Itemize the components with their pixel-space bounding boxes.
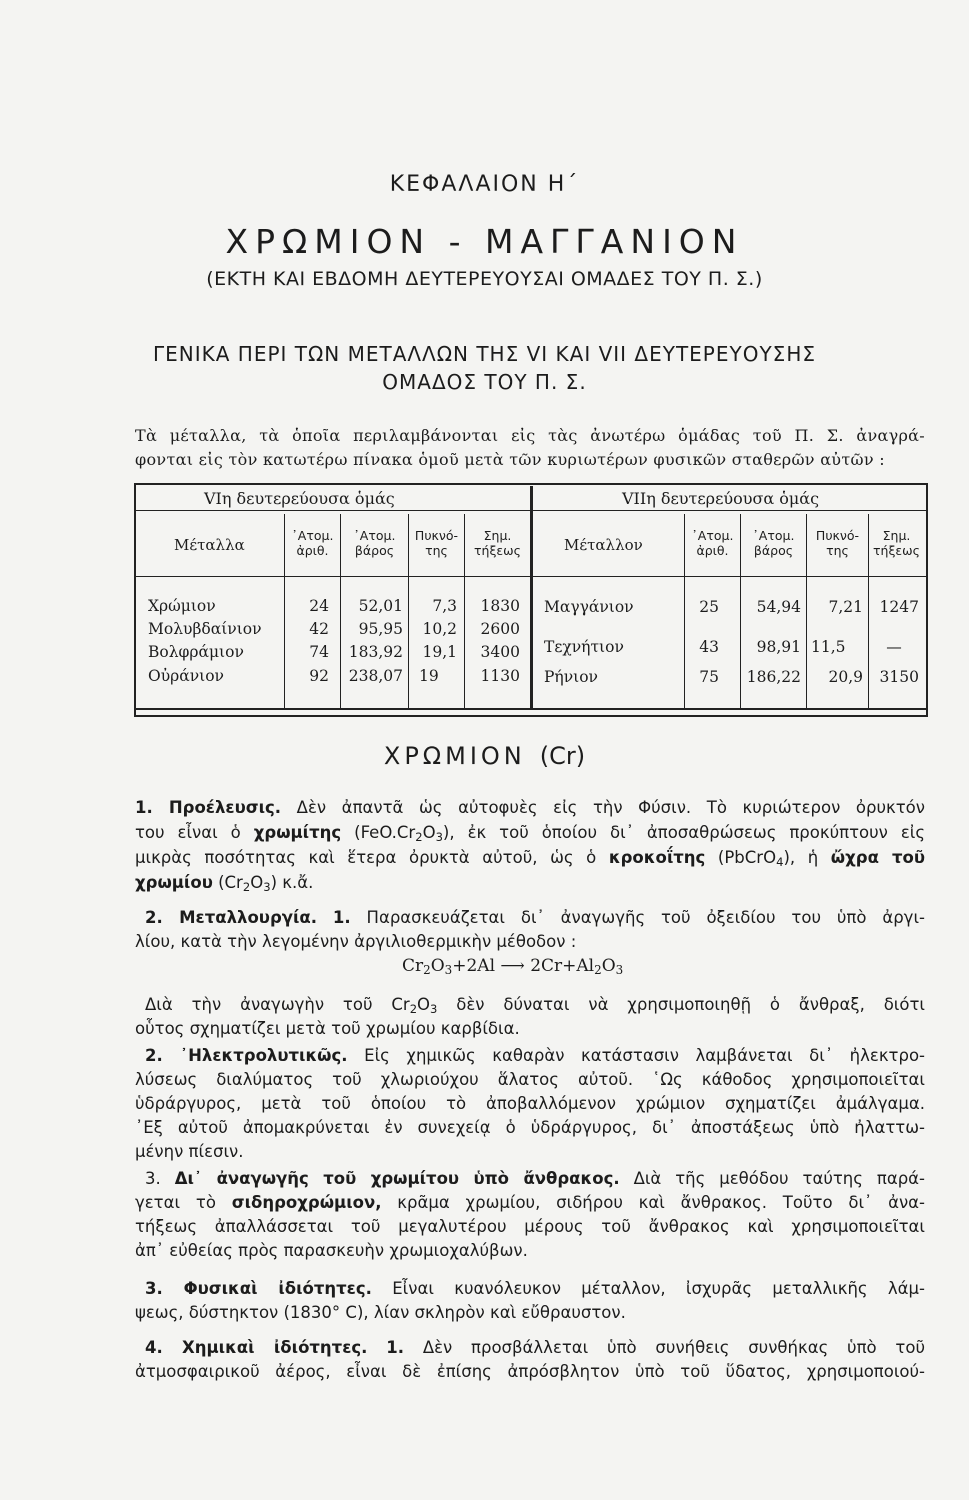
metal-name: Μαγγάνιον (544, 598, 634, 616)
section-title-chromium: ΧΡΩΜΙΟΝ (Cr) (383, 742, 586, 770)
density: 7,21 (828, 598, 863, 616)
col-atomic-number: ᾿Ατομ. ἀριθ. (291, 528, 334, 558)
atomic-number: 92 (309, 667, 329, 685)
density: 19,1 (422, 643, 457, 661)
s2-2-line4: ᾿Εξ αὐτοῦ ἀπομακρύνεται ἐν συνεχείᾳ ὁ ὑδράργυρος, δι᾿ ἀποστάξεως ὑπὸ ἠλαττω- (135, 1118, 925, 1137)
melting-point: 3400 (480, 643, 520, 661)
s2-line4: οὗτος σχηματίζει μετὰ τοῦ χρωμίου καρβίδια. (135, 1019, 520, 1038)
col-atomic-weight: ᾿Ατομ. βάρος (752, 528, 795, 558)
metal-name: Ρήνιον (544, 668, 598, 686)
s2-3-line3: τήξεως ἀπαλλάσσεται τοῦ μεγαλυτέρου μέρους τοῦ ἄνθρακος καὶ χρησιμοποιεῖται (135, 1217, 925, 1236)
melting-point: 2600 (480, 620, 520, 638)
metal-name: Χρώμιον (148, 597, 216, 615)
s2-3-line4: ἀπ᾿ εὐθείας πρὸς παρασκευὴν χρωμιοχαλύβων. (135, 1241, 528, 1260)
atomic-weight: 186,22 (746, 668, 801, 686)
s1-line2: του εἶναι ὁ χρωμίτης $(FeO.Cr_2O_3)$, ἐκ τοῦ ὁποίου δι᾿ ἀποσαθρώσεως προκύπτουν εἰς (135, 823, 926, 844)
col-melting-point: Σημ. τήξεως (474, 528, 521, 558)
atomic-number: 42 (309, 620, 329, 638)
metals-table (134, 478, 926, 716)
melting-point: — (886, 638, 902, 656)
s2-2-line3: ὑδράργυρος, μετὰ τοῦ ὁποίου τὸ ἀποβαλλόμενον χρώμιον σχηματίζει ἀμάλγαμα. (135, 1094, 925, 1113)
aluminothermic-equation: $Cr_2O_3+2Al$ ⟶ $2Cr+Al_2O_3$ (402, 956, 624, 977)
s2-2-line1: 2. ᾿Ηλεκτρολυτικῶς. Εἰς χημικῶς καθαρὰν κατάστασιν λαμβάνεται δι᾿ ἠλεκτρο- (145, 1046, 926, 1065)
s3-line2: ψεως, δύστηκτον (1830° C), λίαν σκληρὸν καὶ εὔθραυστον. (135, 1303, 626, 1322)
chapter-title: ΧΡΩΜΙΟΝ - ΜΑΓΓΑΝΙΟΝ (225, 222, 744, 261)
col-atomic-weight: ᾿Ατομ. βάρος (353, 528, 396, 558)
density: 10,2 (422, 620, 457, 638)
atomic-weight: 54,94 (756, 598, 801, 616)
general-heading-line2: ΟΜΑΔΟΣ ΤΟΥ Π. Σ. (382, 370, 587, 394)
intro-line2: φονται εἰς τὸν κατωτέρω πίνακα ὁμοῦ μετὰ τῶν κυριωτέρων φυσικῶν σταθερῶν αὐτῶν : (135, 450, 885, 469)
s1-line4: χρωμίου $(Cr_2O_3)$ κ.ἄ. (135, 873, 314, 894)
s1-line3: μικρὰς ποσότητας καὶ ἕτερα ὀρυκτὰ αὐτοῦ, ὡς ὁ κροκοΐτης (PbCrO$_4$), ἡ ὤχρα τοῦ (135, 848, 926, 869)
group7-title: VIIη δευτερεύουσα ὁμάς (622, 489, 820, 508)
atomic-weight: 183,92 (348, 643, 403, 661)
atomic-weight: 95,95 (358, 620, 403, 638)
s2-3-line1: 3. Δι᾿ ἀναγωγῆς τοῦ χρωμίτου ὑπὸ ἄνθρακος. Διὰ τῆς μεθόδου ταύτης παρά- (145, 1169, 925, 1188)
chapter-subtitle: (ΕΚΤΗ ΚΑΙ ΕΒΔΟΜΗ ΔΕΥΤΕΡΕΥΟΥΣΑΙ ΟΜΑΔΕΣ ΤΟΥ Π. Σ.) (206, 268, 763, 290)
chapter-label: ΚΕΦΑΛΑΙΟΝ Η΄ (389, 172, 580, 197)
atomic-weight: 238,07 (348, 667, 403, 685)
melting-point: 1830 (480, 597, 520, 615)
s2-line2: λίου, κατὰ τὴν λεγομένην ἀργιλιοθερμικὴν μέθοδον : (135, 932, 577, 951)
intro-line1: Τὰ μέταλλα, τὰ ὁποῖα περιλαμβάνονται εἰς τὰς ἀνωτέρω ὁμάδας τοῦ Π. Σ. ἀναγρά- (135, 426, 925, 445)
atomic-number: 75 (699, 668, 719, 686)
density: 7,3 (432, 597, 457, 615)
col-density: Πυκνό- της (815, 528, 860, 558)
s2-line3: Διὰ τὴν ἀναγωγὴν τοῦ $Cr_2O_3$ δὲν δύναται νὰ χρησιμοποιηθῇ ὁ ἄνθραξ, διότι (145, 995, 925, 1016)
density: 20,9 (828, 668, 863, 686)
col-melting-point: Σημ. τήξεως (873, 528, 920, 558)
table-rule (530, 486, 533, 708)
atomic-weight: 98,91 (756, 638, 801, 656)
general-heading-line1: ΓΕΝΙΚΑ ΠΕΡΙ ΤΩΝ ΜΕΤΑΛΛΩΝ ΤΗΣ VI ΚΑΙ VII ΔΕΥΤΕΡΕΥΟΥΣΗΣ (152, 342, 816, 366)
col-metal6: Μέταλλα (174, 536, 245, 554)
s4-line2: ἀτμοσφαιρικοῦ ἀέρος, εἶναι δὲ ἐπίσης ἀπρόσβλητον ὑπὸ τοῦ ὕδατος, χρησιμοποιού- (135, 1362, 925, 1381)
metal-name: Οὐράνιον (148, 667, 224, 685)
atomic-number: 74 (309, 643, 329, 661)
s2-2-line2: λύσεως διαλύματος τοῦ χλωριούχου ἅλατος αὐτοῦ. ῾Ως κάθοδος χρησιμοποιεῖται (135, 1070, 925, 1089)
col-atomic-number: ᾿Ατομ. ἀριθ. (691, 528, 734, 558)
atomic-number: 24 (309, 597, 329, 615)
atomic-number: 25 (699, 598, 719, 616)
s2-3-line2: γεται τὸ σιδηροχρώμιον, κρᾶμα χρωμίου, σιδήρου καὶ ἄνθρακος. Τοῦτο δι᾿ ἀνα- (135, 1193, 926, 1212)
col-metal7: Μέταλλον (564, 536, 643, 554)
s2-line1: 2. Μεταλλουργία. 1. Παρασκευάζεται δι᾿ ἀναγωγῆς τοῦ ὀξειδίου του ὑπὸ ἀργι- (145, 908, 925, 927)
metal-name: Μολυβδαίνιον (148, 620, 262, 638)
metal-name: Τεχνήτιον (544, 638, 624, 656)
metal-name: Βολφράμιον (148, 643, 244, 661)
s1-line1: 1. Προέλευσις. Δὲν ἀπαντᾶ ὡς αὐτοφυὲς εἰς τὴν Φύσιν. Τὸ κυριώτερον ὀρυκτόν (135, 798, 925, 817)
s4-line1: 4. Χημικαὶ ἰδιότητες. 1. Δὲν προσβάλλεται ὑπὸ συνήθεις συνθήκας ὑπὸ τοῦ (145, 1338, 926, 1357)
atomic-weight: 52,01 (358, 597, 403, 615)
col-density: Πυκνό- της (414, 528, 459, 558)
melting-point: 1130 (480, 667, 520, 685)
melting-point: 1247 (879, 598, 919, 616)
group6-title: VIη δευτερεύουσα ὁμάς (204, 489, 395, 508)
density: 11,5 (811, 638, 846, 656)
melting-point: 3150 (879, 668, 919, 686)
density: 19 (419, 667, 439, 685)
atomic-number: 43 (699, 638, 719, 656)
s3-line1: 3. Φυσικαὶ ἰδιότητες. Εἶναι κυανόλευκον μέταλλον, ἰσχυρᾶς μεταλλικῆς λάμ- (145, 1279, 926, 1298)
s2-2-line5: μένην πίεσιν. (135, 1142, 244, 1161)
table-rule (134, 708, 926, 710)
